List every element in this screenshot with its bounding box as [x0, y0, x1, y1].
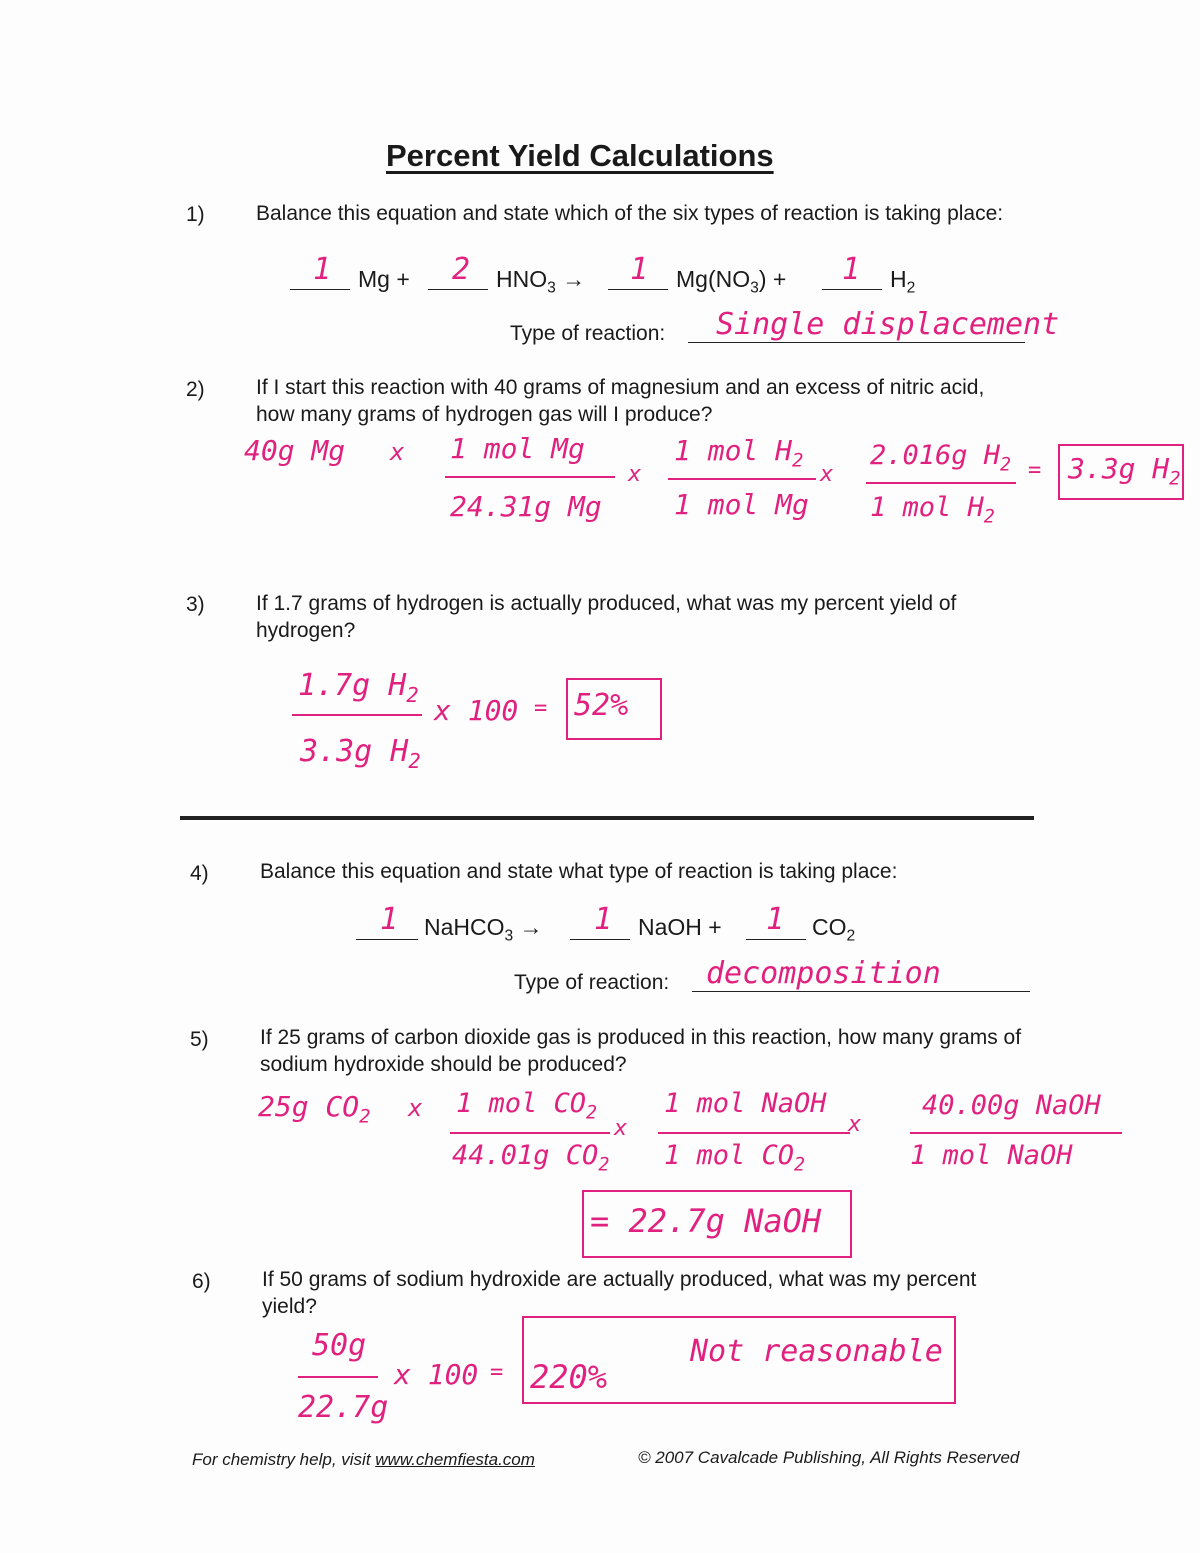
page-title: Percent Yield Calculations [386, 138, 774, 173]
q2-equals: = [1028, 458, 1042, 483]
q5-den-3: 1 mol NaOH [910, 1140, 1073, 1171]
footer-help: For chemistry help, visit www.chemfiesta.com [192, 1450, 535, 1469]
q2-den-2: 1 mol Mg [674, 488, 809, 521]
eq2-naoh: NaOH + [638, 914, 722, 940]
eq2-blank-1 [356, 939, 418, 940]
question-5-text: If 25 grams of carbon dioxide gas is produced in this reaction, how many grams of sodium hydroxide should be produced? [260, 1026, 1022, 1076]
q3-times-100: x 100 [434, 694, 519, 727]
q5-times-1: x [408, 1094, 423, 1122]
question-1-number: 1) [186, 203, 205, 226]
answer-type-2: decomposition [706, 956, 941, 991]
q2-fraction-line-1 [445, 476, 615, 478]
eq2-co2: $CO_2$ [812, 914, 856, 945]
q5-start: 25g $CO_2$ [258, 1090, 371, 1128]
q6-fraction-line [298, 1376, 378, 1378]
eq1-mgno3: $Mg(NO_3)$ + [676, 266, 787, 297]
type-blank-1 [688, 342, 1025, 343]
eq2-coef-3: 1 [766, 902, 785, 937]
q2-result: 3.3g $H_2$ [1068, 452, 1181, 490]
question-1-text: Balance this equation and state which of the six types of reaction is taking place: [256, 202, 1004, 225]
type-label-1: Type of reaction: [510, 322, 666, 345]
q6-comment: Not reasonable [690, 1334, 943, 1369]
q2-fraction-line-2 [668, 478, 816, 480]
q5-times-3: x [848, 1112, 862, 1137]
answer-type-1: Single displacement [716, 307, 1060, 342]
question-4-text: Balance this equation and state what type of reaction is taking place: [260, 860, 898, 883]
q3-numerator: 1.7g $H_2$ [298, 668, 419, 707]
question-2-text: If I start this reaction with 40 grams of magnesium and an excess of nitric acid, how many grams of hydrogen gas will I produce? [256, 376, 985, 426]
q6-denominator: 22.7g [298, 1390, 389, 1425]
q2-num-1: 1 mol Mg [450, 432, 585, 465]
q5-fraction-line-3 [910, 1132, 1122, 1134]
type-label-2: Type of reaction: [514, 971, 670, 994]
q2-start: 40g Mg [244, 434, 346, 467]
eq1-coef-3: 1 [630, 252, 649, 287]
q6-result: 220% [530, 1358, 608, 1396]
q5-num-1: 1 mol $CO_2$ [456, 1088, 598, 1124]
eq1-blank-3 [608, 289, 668, 290]
eq1-blank-1 [290, 289, 350, 290]
eq1-coef-4: 1 [842, 252, 861, 287]
question-6-text: If 50 grams of sodium hydroxide are actually produced, what was my percent yield? [262, 1268, 977, 1318]
eq2-nahco3: NaHCO$_3$ → [424, 914, 543, 945]
eq1-coef-2: 2 [452, 252, 471, 287]
section-divider [180, 816, 1034, 820]
question-2-number: 2) [186, 378, 205, 401]
q6-numerator: 50g [312, 1328, 367, 1363]
q2-times-3: x [820, 462, 834, 487]
q5-fraction-line-2 [658, 1132, 850, 1134]
eq1-blank-4 [822, 289, 882, 290]
q5-den-2: 1 mol $CO_2$ [664, 1140, 806, 1176]
eq2-coef-2: 1 [594, 902, 613, 937]
type-blank-2 [692, 991, 1030, 992]
eq1-hno3: $HNO_3$ → [496, 266, 586, 297]
question-5-number: 5) [190, 1028, 209, 1051]
q3-result: 52% [574, 688, 629, 723]
eq2-blank-3 [746, 939, 806, 940]
q2-den-3: 1 mol $H_2$ [870, 492, 995, 528]
q5-den-1: 44.01g $CO_2$ [452, 1140, 610, 1176]
q2-den-1: 24.31g Mg [450, 490, 602, 523]
q3-fraction-line [292, 714, 422, 716]
q3-equals: = [534, 696, 548, 721]
q5-times-2: x [614, 1116, 628, 1141]
question-3-number: 3) [186, 593, 205, 616]
q2-num-3: 2.016g $H_2$ [870, 440, 1012, 476]
q3-denominator: 3.3g $H_2$ [300, 734, 421, 773]
question-3-text: If 1.7 grams of hydrogen is actually produced, what was my percent yield of hydrogen? [256, 592, 957, 642]
q2-num-2: 1 mol $H_2$ [674, 434, 804, 472]
footer-copyright: © 2007 Cavalcade Publishing, All Rights Reserved [638, 1448, 1020, 1467]
question-4-number: 4) [190, 862, 209, 885]
eq2-blank-2 [570, 939, 630, 940]
q5-result: = 22.7g NaOH [590, 1202, 822, 1240]
eq1-mg: Mg + [358, 266, 410, 292]
q5-fraction-line-1 [450, 1132, 610, 1134]
q5-num-2: 1 mol NaOH [664, 1088, 827, 1119]
q6-times-100: x 100 [394, 1358, 479, 1391]
eq2-coef-1: 1 [380, 902, 399, 937]
question-6-number: 6) [192, 1270, 211, 1293]
q6-equals: = [490, 1360, 504, 1385]
q2-times-1: x [390, 438, 405, 466]
q5-num-3: 40.00g NaOH [922, 1090, 1101, 1121]
q2-fraction-line-3 [866, 482, 1016, 484]
eq1-h2: $H_2$ [890, 266, 916, 297]
eq1-coef-1: 1 [313, 252, 332, 287]
eq1-blank-2 [428, 289, 488, 290]
q2-times-2: x [628, 462, 642, 487]
footer-link[interactable]: www.chemfiesta.com [375, 1450, 535, 1469]
